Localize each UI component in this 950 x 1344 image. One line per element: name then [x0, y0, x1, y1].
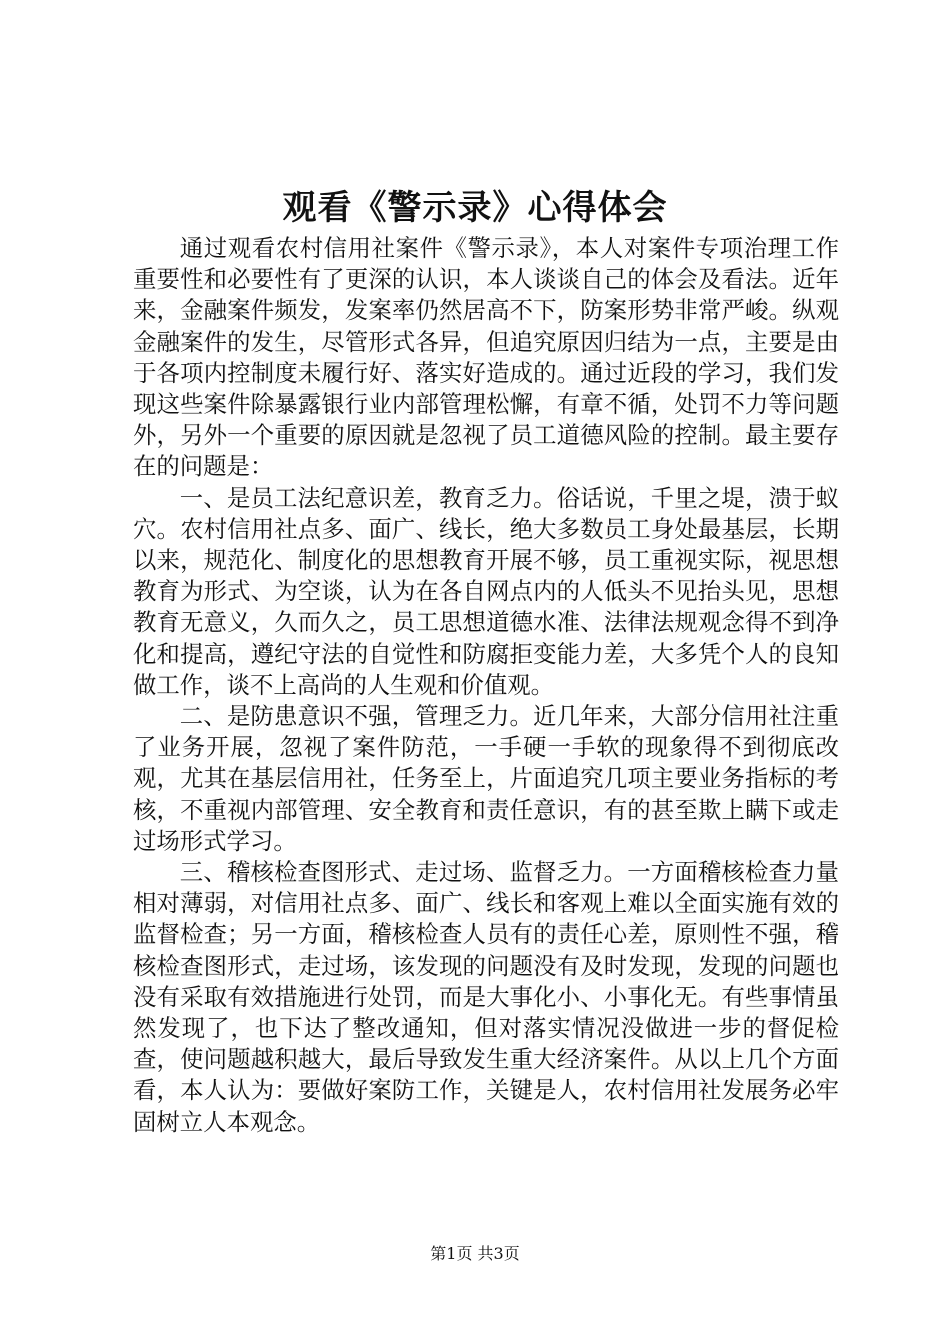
document-title: 观看《警示录》心得体会 — [282, 188, 668, 228]
paragraph: 通过观看农村信用社案件《警示录》，本人对案件专项治理工作重要性和必要性有了更深的认识，本人谈谈自己的体会及看法。近年来，金融案件频发，发案率仍然居高不下，防案形势非常严峻。纵观金融案件的发生，尽管形式各异，但追究原因归结为一点，主要是由于各项内控制度未履行好、落实好造成的。通过近段的学习，我们发现这些案件除暴露银行业内部管理松懈，有章不循，处罚不力等问题外，另外一个重要的原因就是忽视了员工道德风险的控制。最主要存在的问题是： — [133, 234, 839, 481]
paragraph: 一、是员工法纪意识差，教育乏力。俗话说，千里之堤，溃于蚁穴。农村信用社点多、面广、线长，绝大多数员工身处最基层，长期以来，规范化、制度化的思想教育开展不够，员工重视实际，视思想教育为形式、为空谈，认为在各自网点内的人低头不见抬头见，思想教育无意义，久而久之，员工思想道德水准、法律法规观念得不到净化和提高，遵纪守法的自觉性和防腐拒变能力差，大多凭个人的良知做工作，谈不上高尚的人生观和价值观。 — [133, 483, 839, 699]
paragraph: 二、是防患意识不强，管理乏力。近几年来，大部分信用社注重了业务开展，忽视了案件防范，一手硬一手软的现象得不到彻底改观，尤其在基层信用社，任务至上，片面追究几项主要业务指标的考核，不重视内部管理、安全教育和责任意识，有的甚至欺上瞒下或走过场形式学习。 — [133, 702, 839, 855]
document-body — [133, 233, 839, 1138]
page-number-footer: 第1页 共3页 — [430, 1244, 520, 1263]
paragraph: 三、稽核检查图形式、走过场、监督乏力。一方面稽核检查力量相对薄弱，对信用社点多、面广、线长和客观上难以全面实施有效的监督检查；另一方面，稽核检查人员有的责任心差，原则性不强，稽核检查图形式，走过场，该发现的问题没有及时发现，发现的问题也没有采取有效措施进行处罚，而是大事化小、小事化无。有些事情虽然发现了，也下达了整改通知，但对落实情况没做进一步的督促检查，使问题越积越大，最后导致发生重大经济案件。从以上几个方面看，本人认为：要做好案防工作，关键是人，农村信用社发展务必牢固树立人本观念。 — [133, 858, 839, 1136]
